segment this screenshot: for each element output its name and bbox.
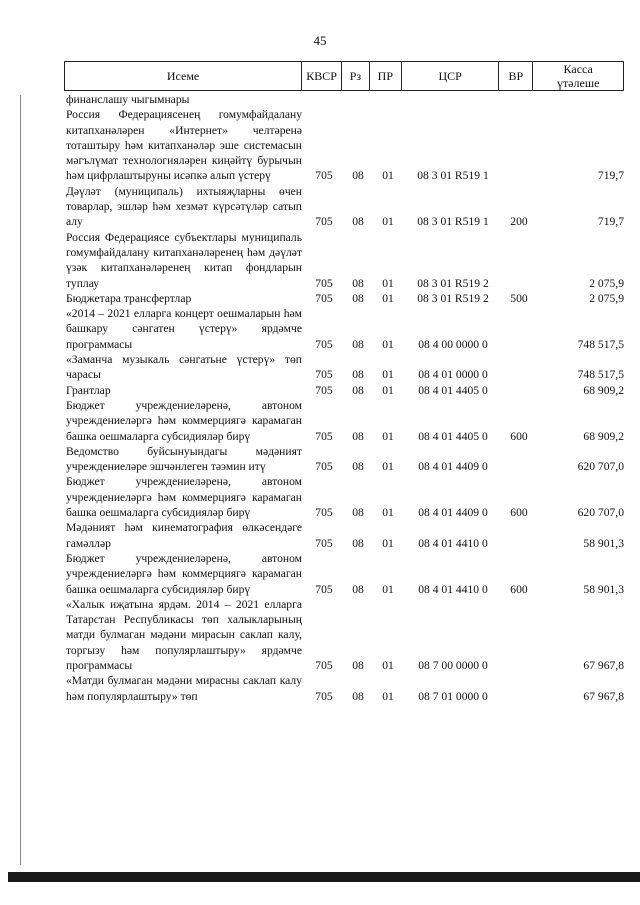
row-rz: 08 bbox=[352, 506, 364, 520]
row-amount: 748 517,5 bbox=[577, 337, 624, 351]
row-pr: 01 bbox=[382, 689, 394, 703]
row-amount: 620 707,0 bbox=[577, 506, 624, 520]
row-vr: 500 bbox=[510, 291, 528, 305]
row-name: «2014 – 2021 елларга концерт оешмаларын һәм башкару сәнгатен үстерү» ярдәмче программасы bbox=[66, 307, 302, 351]
row-pr: 01 bbox=[382, 337, 394, 351]
row-csr: 08 3 01 R519 2 bbox=[417, 291, 489, 305]
row-vr: 600 bbox=[510, 582, 528, 596]
row-amount: 748 517,5 bbox=[577, 368, 624, 382]
table-row bbox=[66, 551, 624, 597]
row-csr: 08 3 01 R519 1 bbox=[417, 215, 489, 229]
row-amount: 719,7 bbox=[597, 215, 624, 229]
row-csr: 08 4 01 4405 0 bbox=[418, 383, 488, 397]
scan-bottom-edge bbox=[8, 872, 640, 882]
row-rz: 08 bbox=[352, 658, 364, 672]
row-csr: 08 7 01 0000 0 bbox=[418, 689, 488, 703]
table-header bbox=[64, 61, 624, 91]
row-name: Бюджет учреждениеләренә, автоном учреждениеләргә һәм коммерциягә карамаган башка оешмаларга субсидияләр бирү bbox=[66, 551, 302, 596]
row-kvsr: 705 bbox=[315, 169, 333, 183]
row-kvsr: 705 bbox=[315, 337, 333, 351]
row-name: «Заманча музыкаль сәнгатьне үстерү» төп чарасы bbox=[66, 353, 302, 382]
table-row bbox=[66, 306, 624, 352]
table-row bbox=[66, 92, 624, 107]
row-name: Россия Федерациясенең гомумфайдалану китапханәләрен «Интернет» челтәренә тоташтыру һәм китапханәләр эше системасын мәгълүмат технологияләрен киңәйтү бурычын һәм цифрлаштыруны исәпкә алып үстерү bbox=[66, 108, 302, 183]
row-name: Грантлар bbox=[66, 383, 111, 397]
table-row bbox=[66, 673, 624, 704]
row-amount: 2 075,9 bbox=[589, 291, 624, 305]
table-row bbox=[66, 184, 624, 230]
row-rz: 08 bbox=[352, 368, 364, 382]
row-name: Бюджетара трансфертлар bbox=[66, 291, 192, 305]
table-row bbox=[66, 597, 624, 673]
row-pr: 01 bbox=[382, 658, 394, 672]
header-kassa-line2: үтәлеше bbox=[556, 76, 600, 90]
header-kassa bbox=[533, 62, 623, 90]
row-vr: 200 bbox=[510, 215, 528, 229]
row-csr: 08 4 01 0000 0 bbox=[418, 368, 488, 382]
row-pr: 01 bbox=[382, 582, 394, 596]
row-rz: 08 bbox=[352, 383, 364, 397]
row-csr: 08 4 01 4409 0 bbox=[418, 506, 488, 520]
row-pr: 01 bbox=[382, 383, 394, 397]
table-body bbox=[66, 92, 624, 704]
row-name: Россия Федерациясе субъектлары муниципаль гомумфайдалану китапханәләренең һәм дәүләт үзәк китапханәләренең китап фондларын туплау bbox=[66, 230, 302, 290]
table-row bbox=[66, 398, 624, 444]
table-row bbox=[66, 520, 624, 551]
row-amount: 719,7 bbox=[597, 169, 624, 183]
row-rz: 08 bbox=[352, 215, 364, 229]
row-kvsr: 705 bbox=[315, 368, 333, 382]
row-csr: 08 3 01 R519 2 bbox=[417, 276, 489, 290]
table-row bbox=[66, 107, 624, 183]
row-csr: 08 3 01 R519 1 bbox=[417, 169, 489, 183]
row-pr: 01 bbox=[382, 429, 394, 443]
row-pr: 01 bbox=[382, 536, 394, 550]
header-name: Исеме bbox=[65, 62, 302, 90]
row-rz: 08 bbox=[352, 582, 364, 596]
row-kvsr: 705 bbox=[315, 536, 333, 550]
row-name: Бюджет учреждениеләренә, автоном учреждениеләргә һәм коммерциягә карамаган башка оешмаларга субсидияләр бирү bbox=[66, 398, 302, 443]
row-csr: 08 4 01 4410 0 bbox=[418, 582, 488, 596]
row-amount: 68 909,2 bbox=[583, 383, 624, 397]
table-row bbox=[66, 291, 624, 306]
row-rz: 08 bbox=[352, 689, 364, 703]
row-amount: 58 901,3 bbox=[583, 582, 624, 596]
header-kvsr: КВСР bbox=[302, 62, 342, 90]
row-kvsr: 705 bbox=[315, 506, 333, 520]
row-kvsr: 705 bbox=[315, 276, 333, 290]
row-pr: 01 bbox=[382, 368, 394, 382]
table-row bbox=[66, 230, 624, 291]
row-pr: 01 bbox=[382, 169, 394, 183]
table-row bbox=[66, 352, 624, 383]
row-name: финанслашу чыгымнары bbox=[66, 93, 190, 106]
row-kvsr: 705 bbox=[315, 383, 333, 397]
row-csr: 08 4 01 4409 0 bbox=[418, 460, 488, 474]
row-name: Бюджет учреждениеләренә, автоном учреждениеләргә һәм коммерциягә карамаган башка оешмаларга субсидияләр бирү bbox=[66, 475, 302, 520]
row-kvsr: 705 bbox=[315, 460, 333, 474]
row-kvsr: 705 bbox=[315, 658, 333, 672]
row-kvsr: 705 bbox=[315, 429, 333, 443]
table-row bbox=[66, 474, 624, 520]
row-csr: 08 4 00 0000 0 bbox=[418, 337, 488, 351]
row-rz: 08 bbox=[352, 276, 364, 290]
row-amount: 67 967,8 bbox=[583, 658, 624, 672]
row-pr: 01 bbox=[382, 276, 394, 290]
row-pr: 01 bbox=[382, 460, 394, 474]
row-csr: 08 7 00 0000 0 bbox=[418, 658, 488, 672]
header-csr: ЦСР bbox=[402, 62, 500, 90]
table-row bbox=[66, 444, 624, 475]
row-rz: 08 bbox=[352, 169, 364, 183]
row-name: Дәүләт (муниципаль) ихтыяҗларны өчен товарлар, эшләр һәм хезмәт күрсәтүләр сатып алу bbox=[66, 184, 302, 229]
row-amount: 67 967,8 bbox=[583, 689, 624, 703]
row-csr: 08 4 01 4410 0 bbox=[418, 536, 488, 550]
header-kassa-line1: Касса bbox=[563, 62, 593, 76]
row-pr: 01 bbox=[382, 506, 394, 520]
row-amount: 58 901,3 bbox=[583, 536, 624, 550]
row-rz: 08 bbox=[352, 429, 364, 443]
row-rz: 08 bbox=[352, 460, 364, 474]
page-number: 45 bbox=[313, 33, 327, 48]
row-name: «Матди булмаган мәдәни мирасны саклап калу һәм популярлаштыру» төп bbox=[66, 674, 302, 703]
header-pr: ПР bbox=[370, 62, 402, 90]
row-kvsr: 705 bbox=[315, 215, 333, 229]
header-vr: ВР bbox=[499, 62, 533, 90]
row-kvsr: 705 bbox=[315, 291, 333, 305]
row-pr: 01 bbox=[382, 215, 394, 229]
row-name: Мәдәният һәм кинематография өлкәсендәге гамәлләр bbox=[66, 521, 302, 550]
row-amount: 2 075,9 bbox=[589, 276, 624, 290]
table-row bbox=[66, 383, 624, 398]
row-amount: 68 909,2 bbox=[583, 429, 624, 443]
row-name: Ведомство буйсынуындагы мәдәният учреждениеләре эшчәнлеген тәэмин итү bbox=[66, 444, 302, 474]
row-kvsr: 705 bbox=[315, 689, 333, 703]
row-rz: 08 bbox=[352, 337, 364, 351]
row-vr: 600 bbox=[510, 506, 528, 520]
row-name: «Халык иҗатына ярдәм. 2014 – 2021 елларга Татарстан Республикасы төп халыкларының матди булмаган мәдәни мирасын саклап калу, торгызу һәм популярлаштыру» ярдәмче программасы bbox=[66, 597, 302, 672]
row-rz: 08 bbox=[352, 536, 364, 550]
scan-margin-line bbox=[20, 95, 21, 865]
row-rz: 08 bbox=[352, 291, 364, 305]
row-vr: 600 bbox=[510, 429, 528, 443]
row-kvsr: 705 bbox=[315, 582, 333, 596]
row-pr: 01 bbox=[382, 291, 394, 305]
row-csr: 08 4 01 4405 0 bbox=[418, 429, 488, 443]
header-rz: Рз bbox=[342, 62, 370, 90]
row-amount: 620 707,0 bbox=[577, 460, 624, 474]
